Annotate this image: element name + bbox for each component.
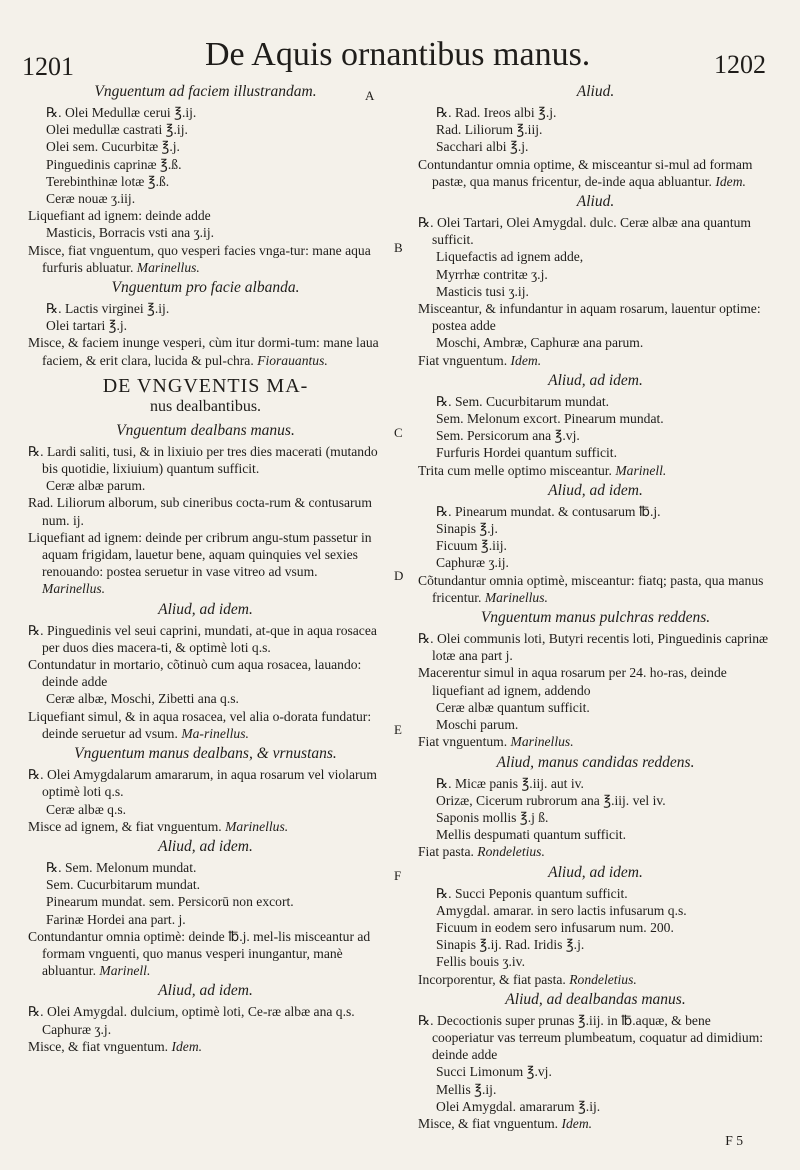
- paragraph: [28, 766, 383, 800]
- paragraph: [418, 156, 773, 190]
- source-author: Idem.: [561, 1115, 593, 1131]
- ingredient-line: ℞. Olei Medullæ cerui ℥.ij.: [46, 105, 197, 120]
- ingredient-line: Olei sem. Cucurbitæ ℥.j.: [46, 139, 180, 155]
- paragraph-text: ℞. Lardi saliti, tusi, & in lixiuio per tres dies macerati (mutando bis quotidie, lixiuium) quantum sufficit.: [28, 443, 378, 477]
- paragraph-text: Incorporentur, & fiat pasta.: [418, 971, 566, 987]
- paragraph: [28, 1038, 383, 1055]
- paragraph-text: Misce, & faciem inunge vesperi, cùm itur dormi-tum: mane laua faciem, & erit clara, lucida & pul-chra.: [28, 335, 379, 368]
- paragraph-text: Misce, fiat vnguentum, quo vesperi facies vnga-tur: mane aqua furfuris abluatur.: [28, 242, 371, 275]
- paragraph: [418, 843, 773, 860]
- paragraph: [418, 214, 773, 248]
- paragraph: [28, 656, 383, 690]
- ingredient-line: Olei medullæ castrati ℥.ij.: [46, 122, 188, 138]
- ingredient-line: Ceræ nouæ ʒ.iij.: [46, 191, 136, 207]
- source-author: Marinellus.: [136, 259, 200, 275]
- recipe-heading: Aliud, manus candidas reddens.: [496, 753, 695, 771]
- ingredient-line: Ceræ albæ parum.: [46, 478, 146, 494]
- recipe-heading: Aliud, ad dealbandas manus.: [505, 990, 686, 1008]
- source-author: Marinellus.: [42, 581, 106, 597]
- paragraph-text: Fiat vnguentum.: [418, 734, 508, 750]
- source-author: Fiorauantus.: [257, 352, 328, 368]
- paragraph-text: Rad. Liliorum alborum, sub cineribus cocta-rum & contusarum num. ij.: [28, 495, 372, 528]
- source-author: Rondeletius.: [569, 971, 637, 987]
- paragraph: [418, 572, 773, 606]
- running-head: [0, 22, 800, 81]
- paragraph-text: ℞. Olei Tartari, Olei Amygdal. dulc. Ceræ albæ ana quantum sufficit.: [418, 215, 752, 248]
- ingredient-line: Ficuum in eodem sero infusarum num. 200.: [436, 919, 674, 935]
- ingredient-line: Succi Limonum ℥.vj.: [436, 1064, 552, 1080]
- paragraph-text: Cõtundantur omnia optimè, misceantur: fiatq; pasta, qua manus fricentur.: [418, 572, 764, 605]
- paragraph-text: Misce ad ignem, & fiat vnguentum.: [28, 818, 222, 834]
- ingredient-line: Sacchari albi ℥.j.: [436, 139, 529, 155]
- paragraph-text: ℞. Olei communis loti, Butyri recentis loti, Pinguedinis caprinæ lotæ ana part j.: [418, 631, 769, 664]
- paragraph: [28, 622, 383, 656]
- paragraph: [28, 1003, 383, 1037]
- paragraph-text: Contundantur omnia optime, & misceantur si-mul ad formam pastæ, qua manus fricentur, de-inde aqua abluantur.: [418, 156, 753, 189]
- paragraph: [28, 494, 383, 528]
- ingredient-line: ℞. Rad. Ireos albi ℥.j.: [436, 105, 557, 120]
- ingredient-line: Rad. Liliorum ℥.iij.: [436, 122, 543, 138]
- ingredient-line: Sinapis ℥.ij. Rad. Iridis ℥.j.: [436, 937, 585, 953]
- source-author: Marinellus.: [225, 818, 289, 834]
- paragraph-text: Misce, & fiat vnguentum.: [28, 1038, 169, 1054]
- paragraph: [28, 818, 383, 835]
- ingredient-line: Orizæ, Cicerum rubrorum ana ℥.iij. vel iv.: [436, 792, 666, 808]
- margin-letter: C: [394, 425, 403, 440]
- signature-mark: F 5: [725, 1133, 743, 1149]
- ingredient-line: Furfuris Hordei quantum sufficit.: [436, 445, 617, 461]
- paragraph: [28, 242, 383, 276]
- ingredient-line: Masticis, Borracis vsti ana ʒ.ij.: [46, 225, 214, 241]
- source-author: Marinell.: [99, 963, 151, 979]
- ingredient-line: Caphuræ ʒ.ij.: [436, 555, 509, 571]
- paragraph: [418, 664, 773, 698]
- ingredient-line: Sinapis ℥.j.: [436, 521, 498, 537]
- ingredient-line: Ceræ albæ q.s.: [46, 801, 127, 817]
- paragraph-text: Trita cum melle optimo misceantur.: [418, 462, 612, 478]
- ingredient-line: Mellis despumati quantum sufficit.: [436, 827, 627, 843]
- ingredient-line: ℞. Succi Peponis quantum sufficit.: [436, 885, 628, 901]
- paragraph-text: Liquefiant ad ignem: deinde per cribrum angu-stum passetur in aquam frigidam, lauetur bene, aquam quinquies vel sexies renouando: postea seruetur in vase vitreo ad vsum.: [28, 529, 372, 580]
- ingredient-line: Ficuum ℥.iij.: [436, 538, 507, 554]
- paragraph-text: Contundatur in mortario, cõtinuò cum aqua rosacea, lauando: deinde adde: [28, 657, 362, 690]
- recipe-heading: Aliud.: [576, 83, 615, 100]
- ingredient-line: ℞. Lactis virginei ℥.ij.: [46, 301, 170, 317]
- ingredient-line: Amygdal. amarar. in sero lactis infusarum q.s.: [436, 902, 687, 918]
- paragraph-text: Macerentur simul in aqua rosarum per 24. ho-ras, deinde liquefiant ad ignem, addendo: [418, 665, 727, 698]
- paragraph-text: Liquefiant ad ignem: deinde adde: [28, 208, 211, 224]
- ingredient-line: Pinearum mundat. sem. Persicorū non excort.: [46, 894, 294, 910]
- ingredient-line: Sem. Melonum excort. Pinearum mundat.: [436, 411, 664, 427]
- paragraph: [28, 928, 383, 980]
- ingredient-line: Sem. Persicorum ana ℥.vj.: [436, 428, 580, 444]
- ingredient-line: Pinguedinis caprinæ ℥.ß.: [46, 156, 182, 172]
- recipe-heading: Vnguentum ad faciem illustrandam.: [94, 83, 317, 100]
- ingredient-line: Liquefactis ad ignem adde,: [436, 249, 584, 265]
- paragraph: [28, 529, 383, 598]
- recipe-heading: Aliud, ad idem.: [548, 371, 643, 389]
- margin-letter: B: [394, 240, 403, 255]
- margin-letter: E: [394, 722, 402, 737]
- page-number-right: 1202: [714, 50, 766, 79]
- paragraph-text: Contundantur omnia optimè: deinde ℔.j. mel-lis misceantur ad formam vnguenti, quo manus vesperi inungantur, manè abluantur.: [28, 928, 371, 979]
- paragraph-text: Liquefiant simul, & in aqua rosacea, vel alia o-dorata fundatur: deinde seruetur ad vsum.: [28, 708, 372, 741]
- paragraph: [418, 1115, 773, 1132]
- paragraph: [418, 352, 773, 369]
- paragraph: [418, 971, 773, 988]
- recipe-heading: Vnguentum pro facie albanda.: [111, 279, 300, 297]
- ingredient-line: Farinæ Hordei ana part. j.: [46, 911, 186, 927]
- source-author: Marinell.: [615, 462, 667, 478]
- ingredient-line: ℞. Sem. Cucurbitarum mundat.: [436, 393, 610, 409]
- ingredient-line: ℞. Sem. Melonum mundat.: [46, 859, 197, 875]
- right-column: [418, 80, 773, 1149]
- paragraph-text: Misceantur, & infundantur in aquam rosarum, lauentur optime: postea adde: [418, 301, 761, 334]
- source-author: Ma-rinellus.: [181, 725, 249, 741]
- paragraph-text: Misce, & fiat vnguentum.: [418, 1115, 559, 1131]
- ingredient-line: Saponis mollis ℥.j ß.: [436, 809, 549, 825]
- source-author: Rondeletius.: [477, 844, 545, 860]
- recipe-heading: Aliud, ad idem.: [158, 837, 253, 855]
- recipe-heading: Vnguentum manus pulchras reddens.: [480, 609, 711, 627]
- ingredient-line: ℞. Pinearum mundat. & contusarum ℔.j.: [436, 503, 661, 519]
- paragraph-text: ℞. Olei Amygdal. dulcium, optimè loti, Ce-ræ albæ ana q.s. Caphuræ ʒ.j.: [28, 1004, 355, 1037]
- paragraph: [28, 334, 383, 368]
- source-author: Idem.: [510, 352, 542, 368]
- paragraph-text: ℞. Olei Amygdalarum amararum, in aqua rosarum vel violarum optimè loti q.s.: [28, 767, 377, 800]
- recipe-heading: Aliud, ad idem.: [158, 982, 253, 1000]
- recipe-heading: Aliud, ad idem.: [548, 863, 643, 881]
- ingredient-line: ℞. Micæ panis ℥.iij. aut iv.: [436, 775, 584, 791]
- source-author: Idem.: [171, 1038, 203, 1054]
- ingredient-line: Fellis bouis ʒ.iv.: [436, 954, 525, 970]
- ingredient-line: Masticis tusi ʒ.ij.: [436, 283, 529, 299]
- recipe-heading: Aliud, ad idem.: [548, 481, 643, 499]
- section-subtitle: nus dealbantibus.: [149, 397, 262, 415]
- ingredient-line: Moschi, Ambræ, Caphuræ ana parum.: [436, 335, 644, 351]
- paragraph: [418, 300, 773, 334]
- paragraph: [418, 462, 773, 479]
- recipe-heading: Vnguentum manus dealbans, & vrnustans.: [74, 745, 337, 763]
- paragraph: [418, 733, 773, 750]
- paragraph-text: Fiat pasta.: [418, 844, 474, 860]
- ingredient-line: Terebinthinæ lotæ ℥.ß.: [46, 173, 170, 189]
- recipe-heading: Aliud, ad idem.: [158, 600, 253, 618]
- paragraph: [28, 708, 383, 742]
- margin-letter: D: [394, 568, 404, 583]
- source-author: Marinellus.: [510, 734, 574, 750]
- paragraph: [28, 443, 383, 477]
- margin-letter: F: [394, 868, 402, 883]
- ingredient-line: Myrrhæ contritæ ʒ.j.: [436, 266, 548, 282]
- ingredient-line: Ceræ albæ quantum sufficit.: [436, 699, 590, 715]
- paragraph: [418, 630, 773, 664]
- recipe-heading: Aliud.: [576, 193, 615, 211]
- left-column: [28, 80, 383, 1055]
- margin-letter: A: [365, 88, 375, 103]
- source-author: Idem.: [715, 173, 746, 189]
- ingredient-line: Sem. Cucurbitarum mundat.: [46, 877, 201, 893]
- source-author: Marinellus.: [484, 589, 548, 605]
- paragraph: [418, 1012, 773, 1064]
- paragraph-text: ℞. Decoctionis super prunas ℥.iij. in ℔.aquæ, & bene cooperiatur vas terreum plumbeatum, coquatur ad dimidium: deinde adde: [418, 1012, 764, 1063]
- ingredient-line: Mellis ℥.ij.: [436, 1081, 497, 1097]
- paragraph-text: ℞. Pinguedinis vel seui caprini, mundati, at-que in aqua rosacea per duos dies macera-ti, & optimè loti q.s.: [28, 622, 377, 655]
- ingredient-line: Moschi parum.: [436, 717, 519, 733]
- paragraph: [28, 207, 383, 224]
- ingredient-line: Olei Amygdal. amararum ℥.ij.: [436, 1098, 601, 1114]
- ingredient-line: Ceræ albæ, Moschi, Zibetti ana q.s.: [46, 691, 239, 707]
- page-number-left: 1201: [22, 52, 74, 81]
- recipe-heading: Vnguentum dealbans manus.: [116, 421, 295, 439]
- running-title: De Aquis ornantibus manus.: [205, 36, 591, 73]
- section-title: DE VNGVENTIS MA-: [102, 374, 309, 397]
- ingredient-line: Olei tartari ℥.j.: [46, 318, 128, 334]
- paragraph-text: Fiat vnguentum.: [418, 352, 508, 368]
